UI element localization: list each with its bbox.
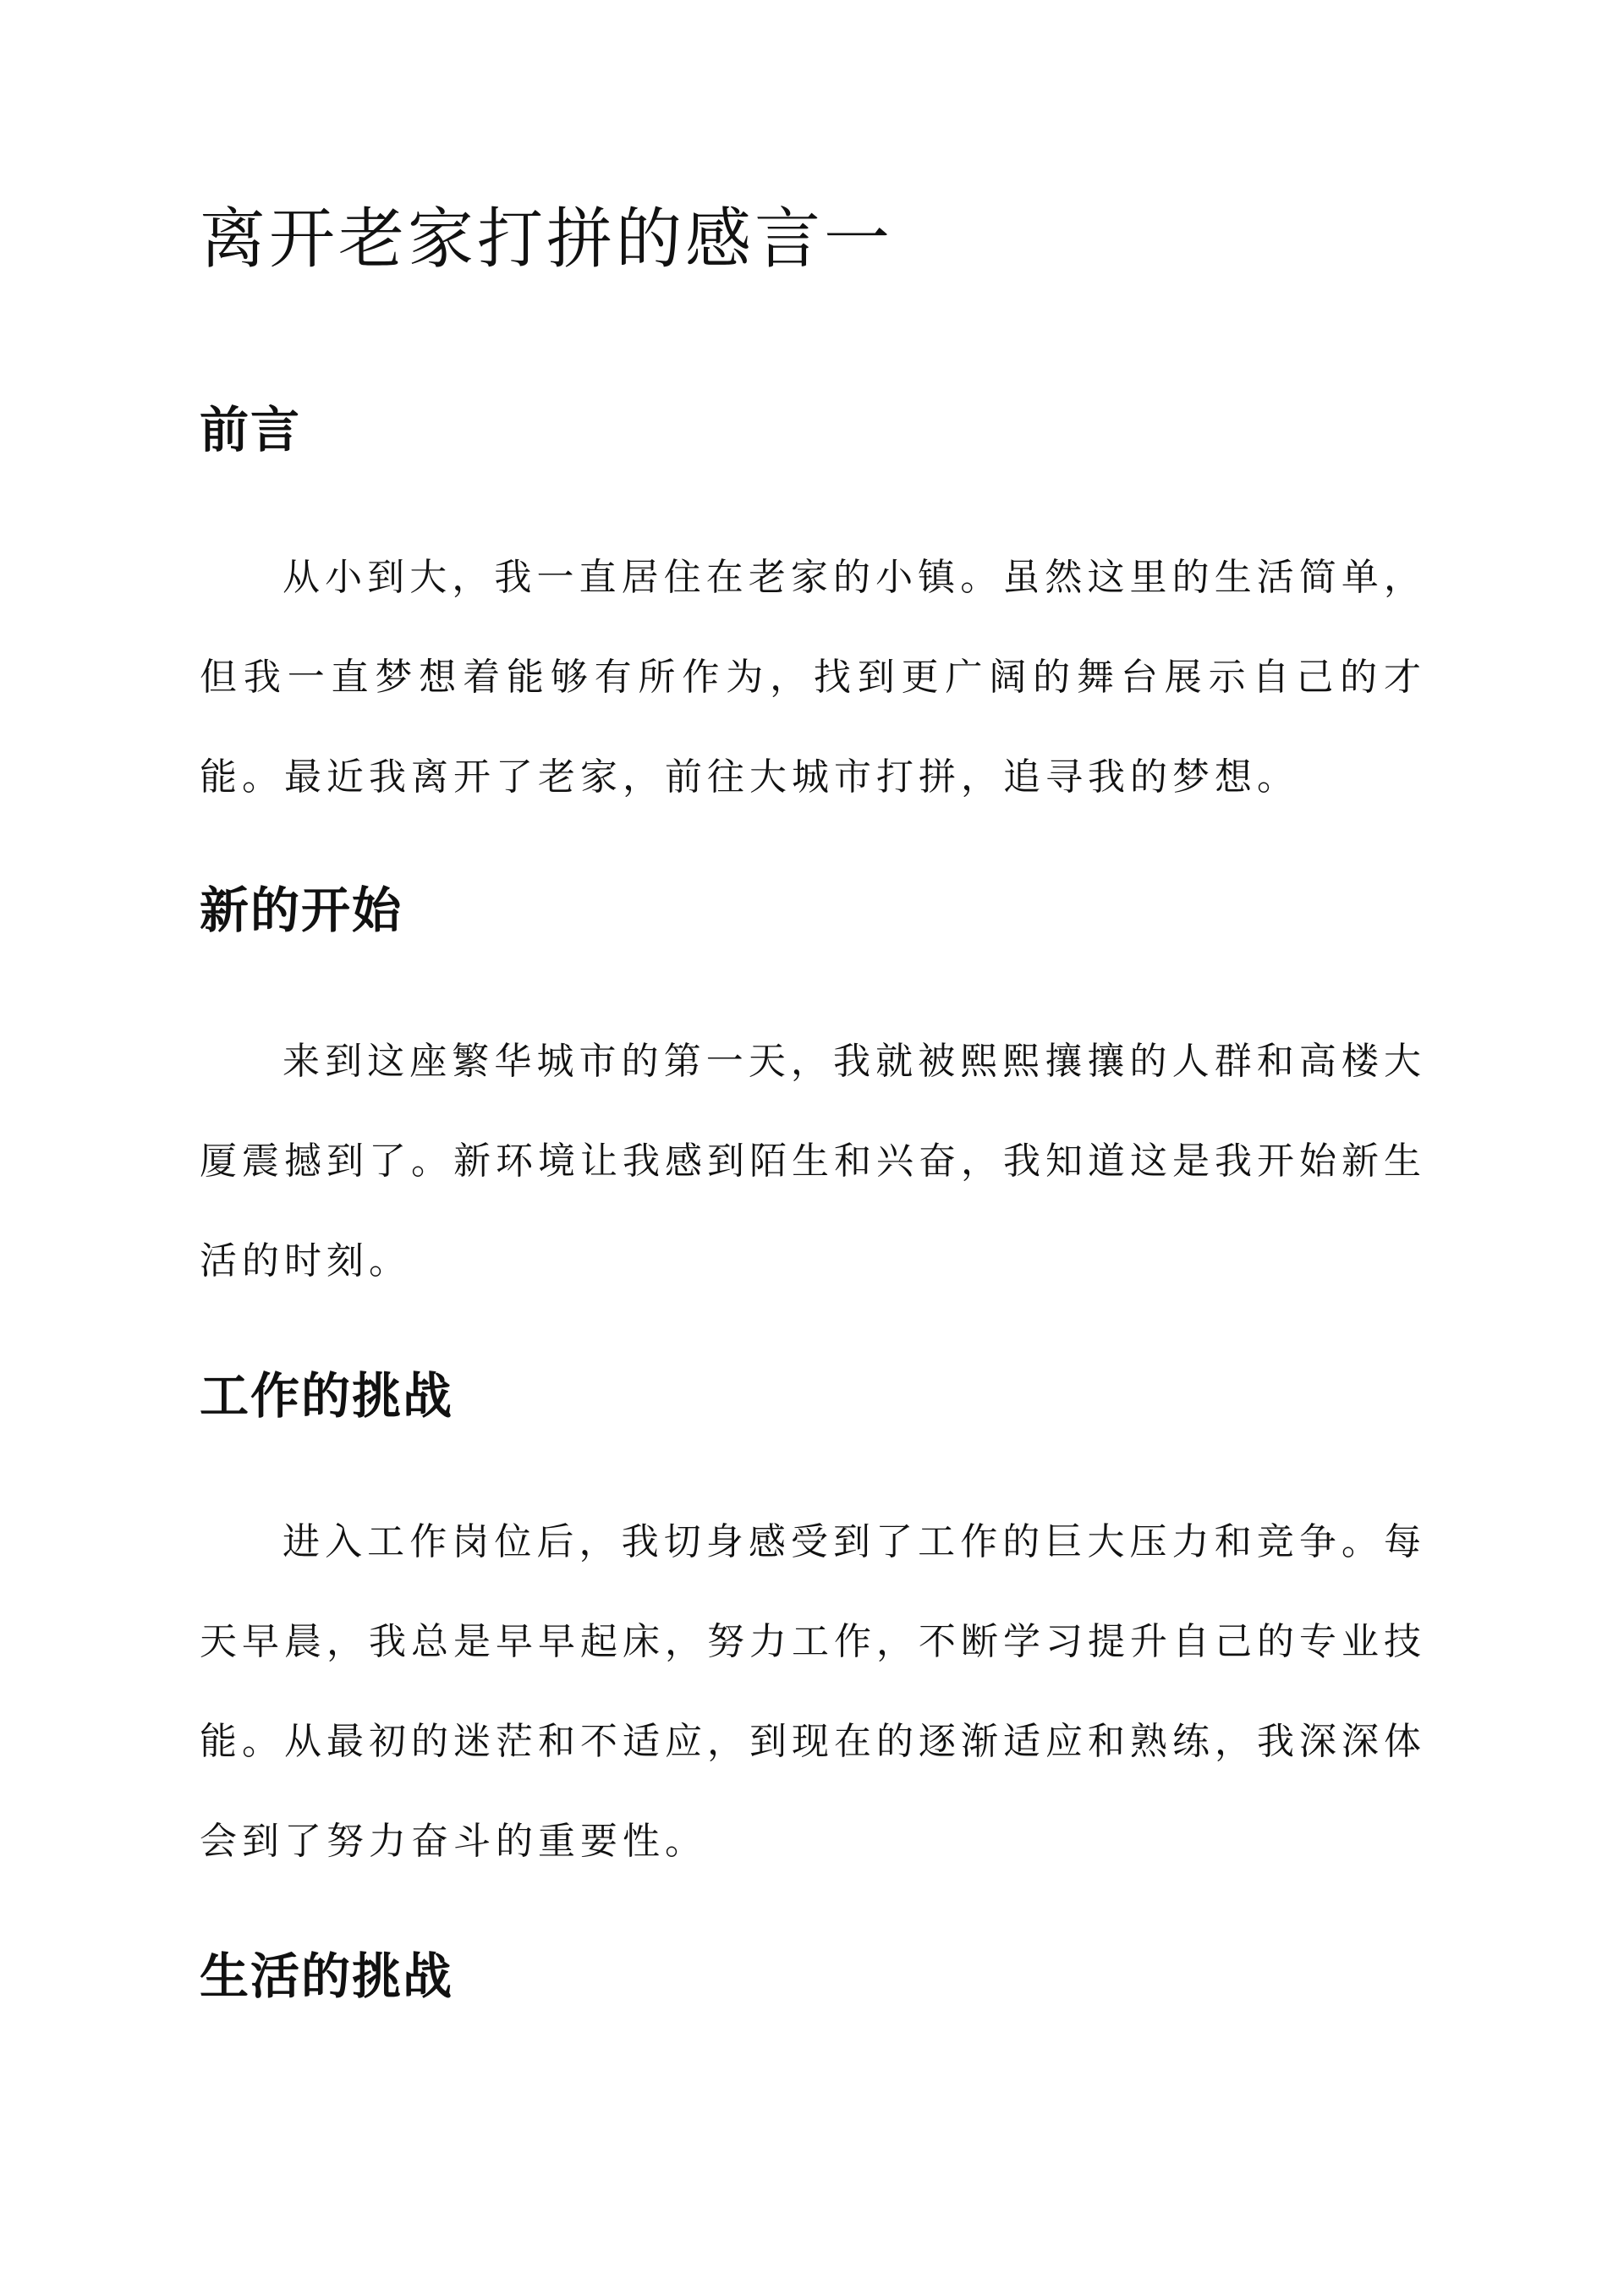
document-title: 离开老家打拼的感言一 — [200, 201, 894, 277]
section-heading-preface: 前言 — [200, 401, 302, 459]
section-heading-life-challenge: 生活的挑战 — [200, 1947, 454, 2005]
section-paragraph-preface: 从小到大，我一直居住在老家的小镇。虽然这里的生活简单，但我一直梦想着能够有所作为，找到更广阔的舞台展示自己的才能。最近我离开了老家，前往大城市打拼，追寻我的梦想。 — [200, 556, 1426, 799]
section-paragraph-new-start: 来到这座繁华城市的第一天，我就被熙熙攘攘的人群和高楼大厦震撼到了。新环境让我感到陌生和兴奋，我知道这是我开始新生活的时刻。 — [200, 1040, 1426, 1283]
section-paragraph-work-challenge: 进入工作岗位后，我切身感受到了工作的巨大压力和竞争。每天早晨，我总是早早起床，努力工作，不断学习提升自己的专业技能。从最初的迷茫和不适应，到现在的逐渐适应和熟练，我深深体会到了努力奋斗的重要性。 — [200, 1520, 1426, 1863]
section-heading-new-start: 新的开始 — [200, 882, 403, 939]
section-heading-work-challenge: 工作的挑战 — [200, 1367, 454, 1425]
